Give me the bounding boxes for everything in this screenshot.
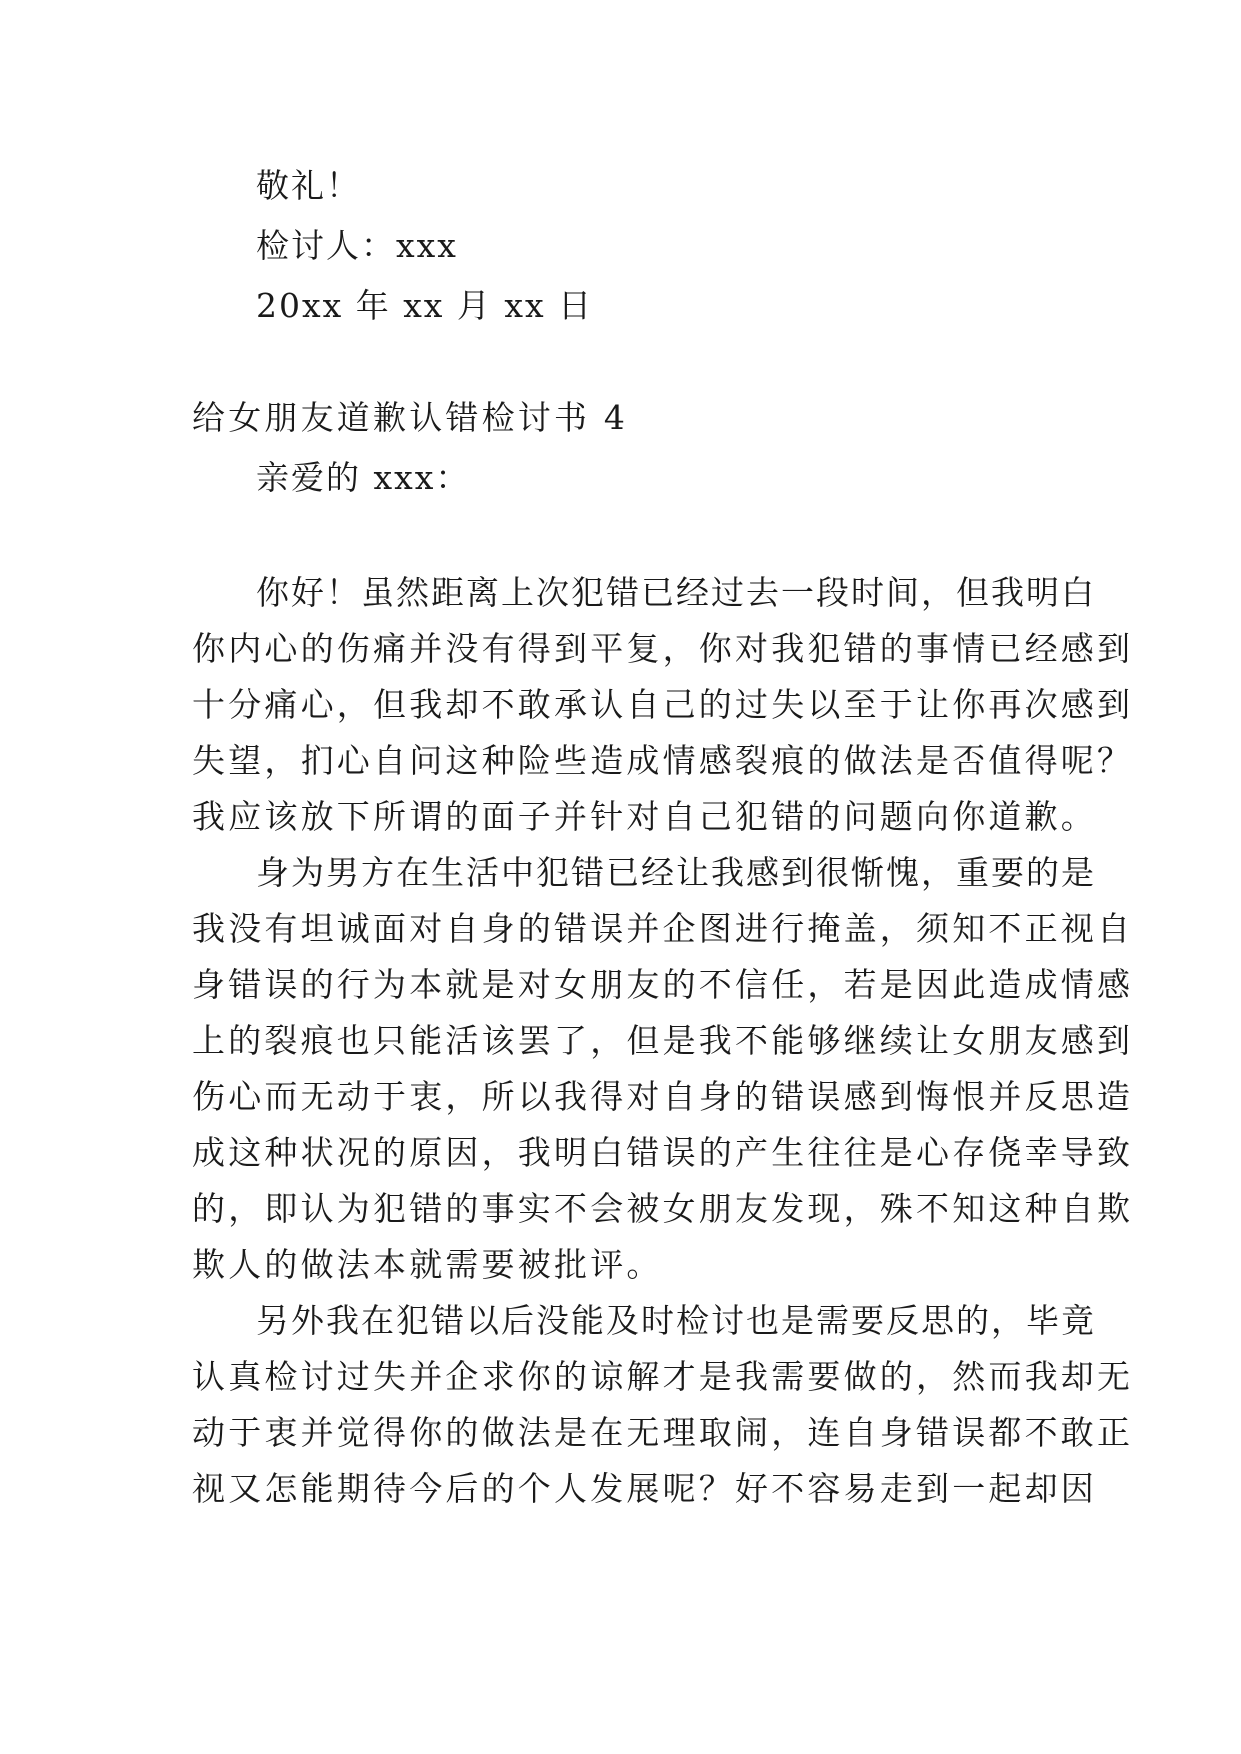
paragraph-3-line-3: 动于衷并觉得你的做法是在无理取闹，连自身错误都不敢正 bbox=[192, 1413, 1134, 1452]
closing-signer: 检讨人：xxx bbox=[256, 226, 458, 265]
paragraph-2-line-5: 伤心而无动于衷，所以我得对自身的错误感到悔恨并反思造 bbox=[192, 1077, 1134, 1116]
closing-date: 20xx 年 xx 月 xx 日 bbox=[256, 286, 594, 325]
paragraph-1-line-5: 我应该放下所谓的面子并针对自己犯错的问题向你道歉。 bbox=[192, 797, 1097, 836]
paragraph-2-line-4: 上的裂痕也只能活该罢了，但是我不能够继续让女朋友感到 bbox=[192, 1021, 1134, 1060]
paragraph-3-line-2: 认真检讨过失并企求你的谅解才是我需要做的，然而我却无 bbox=[192, 1357, 1134, 1396]
paragraph-2-line-2: 我没有坦诚面对自身的错误并企图进行掩盖，须知不正视自 bbox=[192, 909, 1134, 948]
paragraph-1-line-1: 你好！虽然距离上次犯错已经过去一段时间，但我明白 bbox=[256, 573, 1096, 612]
closing-salute: 敬礼！ bbox=[256, 166, 361, 205]
paragraph-2-line-8: 欺人的做法本就需要被批评。 bbox=[192, 1245, 663, 1284]
paragraph-2-line-1: 身为男方在生活中犯错已经让我感到很惭愧，重要的是 bbox=[256, 853, 1096, 892]
paragraph-1-line-2: 你内心的伤痛并没有得到平复，你对我犯错的事情已经感到 bbox=[192, 629, 1134, 668]
section-title: 给女朋友道歉认错检讨书 4 bbox=[192, 398, 629, 437]
paragraph-1-line-4: 失望，扪心自问这种险些造成情感裂痕的做法是否值得呢？ bbox=[192, 741, 1134, 780]
paragraph-1-line-3: 十分痛心，但我却不敢承认自己的过失以至于让你再次感到 bbox=[192, 685, 1134, 724]
paragraph-2-line-7: 的，即认为犯错的事实不会被女朋友发现，殊不知这种自欺 bbox=[192, 1189, 1134, 1228]
paragraph-3-line-1: 另外我在犯错以后没能及时检讨也是需要反思的，毕竟 bbox=[256, 1301, 1096, 1340]
letter-greeting: 亲爱的 xxx： bbox=[256, 458, 471, 497]
paragraph-2-line-3: 身错误的行为本就是对女朋友的不信任，若是因此造成情感 bbox=[192, 965, 1134, 1004]
paragraph-3-line-4: 视又怎能期待今后的个人发展呢？好不容易走到一起却因 bbox=[192, 1469, 1097, 1508]
paragraph-2-line-6: 成这种状况的原因，我明白错误的产生往往是心存侥幸导致 bbox=[192, 1133, 1134, 1172]
